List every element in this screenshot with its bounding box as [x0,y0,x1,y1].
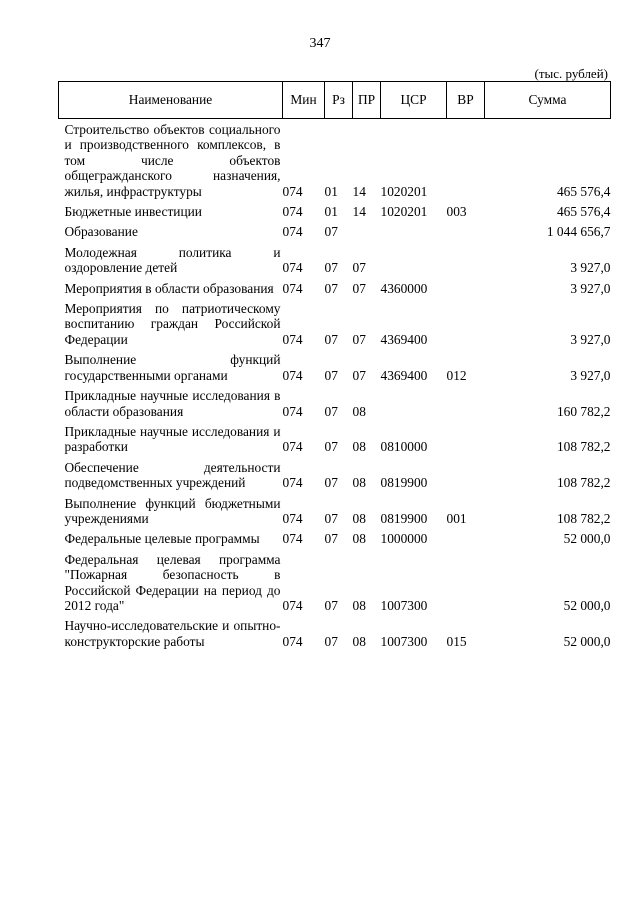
cell-sum: 3 927,0 [570,331,611,347]
cell-name: Прикладные научные исследования в области образования [64,388,281,419]
cell-name: Федеральная целевая программа "Пожарная безопасность в Российской Федерации на период до 2012 года" [64,551,281,613]
budget-table [58,81,611,651]
table-row [59,493,611,529]
cell-vr [447,298,485,349]
cell-pr: 07 [352,280,366,296]
cell-sum: 465 576,4 [556,183,611,199]
header-sum: Сумма [485,82,611,119]
cell-vr [447,421,485,457]
table-row [59,615,611,651]
cell-name: Мероприятия по патриотическому воспитанию граждан Российской Федерации [64,301,281,347]
cell-rz: 07 [324,633,338,649]
cell-csr [381,242,447,278]
table-row [59,385,611,421]
cell-sum: 52 000,0 [563,531,611,547]
table-row [59,278,611,298]
cell-rz: 01 [324,183,338,199]
table-row [59,201,611,221]
cell-csr: 4369400 [380,367,428,383]
cell-vr: 001 [446,510,467,526]
cell-pr: 08 [352,403,366,419]
cell-sum: 160 782,2 [556,403,611,419]
table-header-row [59,82,611,119]
cell-rz: 07 [324,331,338,347]
cell-sum: 3 927,0 [570,260,611,276]
cell-name: Строительство объектов социального и производственного комплексов, в том числе объектов общегражданского назначения, жилья, инфраструктуры [64,122,281,199]
cell-vr [447,385,485,421]
table-row [59,349,611,385]
cell-name: Выполнение функций государственными органами [64,352,281,383]
cell-csr [381,385,447,421]
cell-vr [447,221,485,241]
header-min: Мин [283,82,325,119]
table-row [59,457,611,493]
cell-vr: 003 [446,204,467,220]
cell-name: Мероприятия в области образования [64,280,274,296]
cell-min: 074 [282,439,303,455]
cell-rz: 07 [324,510,338,526]
cell-rz: 07 [324,531,338,547]
cell-pr: 08 [352,475,366,491]
cell-vr [447,278,485,298]
cell-rz: 07 [324,280,338,296]
cell-min: 074 [282,280,303,296]
table-row [59,119,611,202]
cell-csr: 1007300 [380,633,428,649]
cell-name: Образование [64,224,138,240]
cell-name: Научно-исследовательские и опытно-конструкторские работы [64,618,281,649]
cell-name: Бюджетные инвестиции [64,204,202,220]
table-row [59,549,611,616]
cell-min: 074 [282,531,303,547]
table-row [59,421,611,457]
cell-vr [447,457,485,493]
cell-pr: 08 [352,633,366,649]
cell-min: 074 [282,204,303,220]
cell-min: 074 [282,224,303,240]
cell-rz: 07 [324,475,338,491]
cell-pr: 08 [352,439,366,455]
cell-name: Выполнение функций бюджетными учреждениями [64,495,281,526]
cell-rz: 07 [324,367,338,383]
cell-name: Обеспечение деятельности подведомственных учреждений [64,459,281,491]
cell-pr: 14 [352,204,366,220]
cell-csr: 1000000 [380,531,428,547]
cell-csr: 4360000 [380,280,428,296]
cell-sum: 3 927,0 [570,280,611,296]
cell-min: 074 [282,331,303,347]
cell-name: Федеральные целевые программы [64,531,260,547]
cell-csr: 1007300 [380,597,428,613]
cell-pr: 08 [352,510,366,526]
cell-rz: 07 [324,403,338,419]
table-row [59,221,611,241]
cell-min: 074 [282,633,303,649]
cell-rz: 07 [324,224,338,240]
cell-sum: 1 044 656,7 [546,224,611,240]
page-number: 347 [309,36,331,51]
cell-sum: 108 782,2 [556,439,611,455]
cell-csr: 1020201 [380,204,428,220]
units-label: (тыс. рублей) [534,66,608,81]
cell-sum: 52 000,0 [563,633,611,649]
cell-vr [447,528,485,548]
cell-vr [447,119,485,202]
cell-rz: 07 [324,597,338,613]
cell-csr: 1020201 [380,183,428,199]
header-csr: ЦСР [381,82,447,119]
cell-name: Прикладные научные исследования и разработки [64,423,281,455]
cell-min: 074 [282,183,303,199]
table-row [59,528,611,548]
cell-sum: 108 782,2 [556,510,611,526]
cell-pr: 08 [352,597,366,613]
cell-csr: 0819900 [380,475,428,491]
table-row [59,298,611,349]
cell-csr: 0819900 [380,510,428,526]
header-pr: ПР [353,82,381,119]
cell-min: 074 [282,403,303,419]
cell-min: 074 [282,367,303,383]
cell-pr: 07 [352,331,366,347]
cell-vr [447,549,485,616]
cell-min: 074 [282,510,303,526]
header-rz: Рз [325,82,353,119]
header-vr: ВР [447,82,485,119]
cell-sum: 52 000,0 [563,597,611,613]
cell-csr [381,221,447,241]
cell-min: 074 [282,597,303,613]
cell-pr [353,221,381,241]
cell-sum: 3 927,0 [570,367,611,383]
cell-vr: 015 [446,633,467,649]
cell-pr: 08 [352,531,366,547]
cell-rz: 07 [324,260,338,276]
cell-pr: 07 [352,260,366,276]
cell-pr: 07 [352,367,366,383]
cell-sum: 108 782,2 [556,475,611,491]
table-row [59,242,611,278]
cell-csr: 4369400 [380,331,428,347]
header-name: Наименование [59,82,283,119]
cell-vr: 012 [446,367,467,383]
cell-name: Молодежная политика и оздоровление детей [64,244,281,276]
cell-rz: 01 [324,204,338,220]
cell-rz: 07 [324,439,338,455]
cell-pr: 14 [352,183,366,199]
cell-min: 074 [282,260,303,276]
cell-min: 074 [282,475,303,491]
cell-vr [447,242,485,278]
cell-csr: 0810000 [380,439,428,455]
cell-sum: 465 576,4 [556,204,611,220]
